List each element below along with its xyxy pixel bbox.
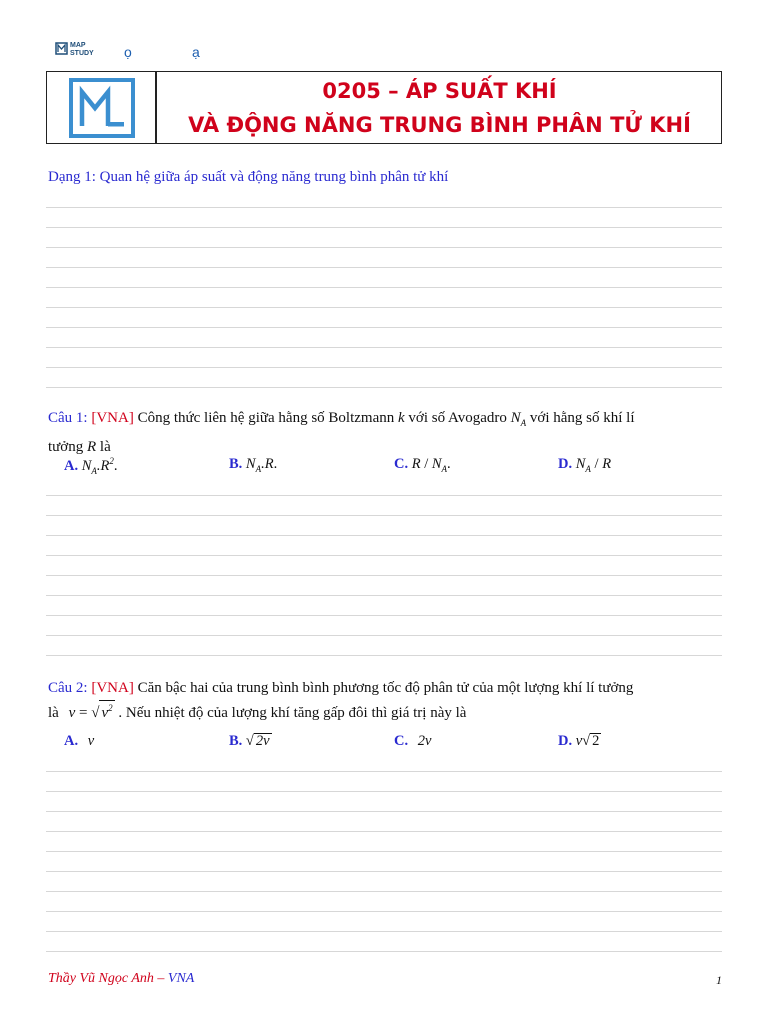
writing-line xyxy=(46,575,722,576)
header-mark-2: ạ xyxy=(192,44,200,60)
page-title-line1: 0205 – ÁP SUẤT KHÍ xyxy=(322,79,557,103)
header-mark-1: ọ xyxy=(124,44,132,60)
brand-name: MAP STUDY xyxy=(70,42,94,57)
writing-line xyxy=(46,287,722,288)
writing-line xyxy=(46,951,722,952)
writing-line xyxy=(46,207,722,208)
writing-line xyxy=(46,387,722,388)
writing-line xyxy=(46,911,722,912)
writing-line xyxy=(46,227,722,228)
q2-option-d[interactable]: D. v√ 2 xyxy=(558,733,600,749)
q1-option-a[interactable]: A. $N_A.R^2$. xyxy=(64,456,118,476)
question-1: Câu 1: [VNA] Công thức liên hệ giữa hằng số Boltzmann k với số Avogadro $N_A$ với hằng số khí lí tưởng R là xyxy=(48,410,635,455)
writing-line xyxy=(46,891,722,892)
writing-line xyxy=(46,635,722,636)
question-label: Câu 1: xyxy=(48,410,88,426)
writing-line xyxy=(46,267,722,268)
writing-line xyxy=(46,495,722,496)
writing-line xyxy=(46,811,722,812)
writing-line xyxy=(46,555,722,556)
q2-option-a[interactable]: A. v xyxy=(64,733,95,749)
section-title: Dạng 1: Quan hệ giữa áp suất và động năng trung bình phân tử khí xyxy=(48,169,449,185)
writing-line xyxy=(46,771,722,772)
writing-line xyxy=(46,347,722,348)
q1-option-b[interactable]: B. $N_A.R$. xyxy=(229,456,278,474)
writing-line xyxy=(46,655,722,656)
q2-option-c[interactable]: C. 2v xyxy=(394,733,432,749)
question-label: Câu 2: xyxy=(48,680,88,696)
writing-line xyxy=(46,615,722,616)
question-tag: [VNA] xyxy=(91,680,134,696)
page-number: 1 xyxy=(716,973,722,987)
m-logo-icon xyxy=(68,78,136,138)
question-tag: [VNA] xyxy=(91,410,134,426)
page-title-line2: VÀ ĐỘNG NĂNG TRUNG BÌNH PHÂN TỬ KHÍ xyxy=(188,113,691,137)
writing-line xyxy=(46,327,722,328)
writing-line xyxy=(46,307,722,308)
writing-line xyxy=(46,515,722,516)
writing-line xyxy=(46,931,722,932)
writing-line xyxy=(46,367,722,368)
writing-line xyxy=(46,595,722,596)
writing-line xyxy=(46,871,722,872)
writing-line xyxy=(46,791,722,792)
question-2: Câu 2: [VNA] Căn bậc hai của trung bình bình phương tốc độ phân tử của một lượng khí lí tưởng là v = √ $v^2$ . Nếu nhiệt độ của lượng khí tăng gấp đôi thì giá trị này là xyxy=(48,680,634,721)
footer-author: Thầy Vũ Ngọc Anh – VNA xyxy=(48,971,195,986)
writing-line xyxy=(46,831,722,832)
writing-line xyxy=(46,851,722,852)
q1-option-d[interactable]: D. $N_A$ / R xyxy=(558,456,612,474)
writing-line xyxy=(46,535,722,536)
q1-option-c[interactable]: C. R / $N_A$. xyxy=(394,456,451,474)
q2-option-b[interactable]: B. √ 2v xyxy=(229,733,270,749)
writing-line xyxy=(46,247,722,248)
